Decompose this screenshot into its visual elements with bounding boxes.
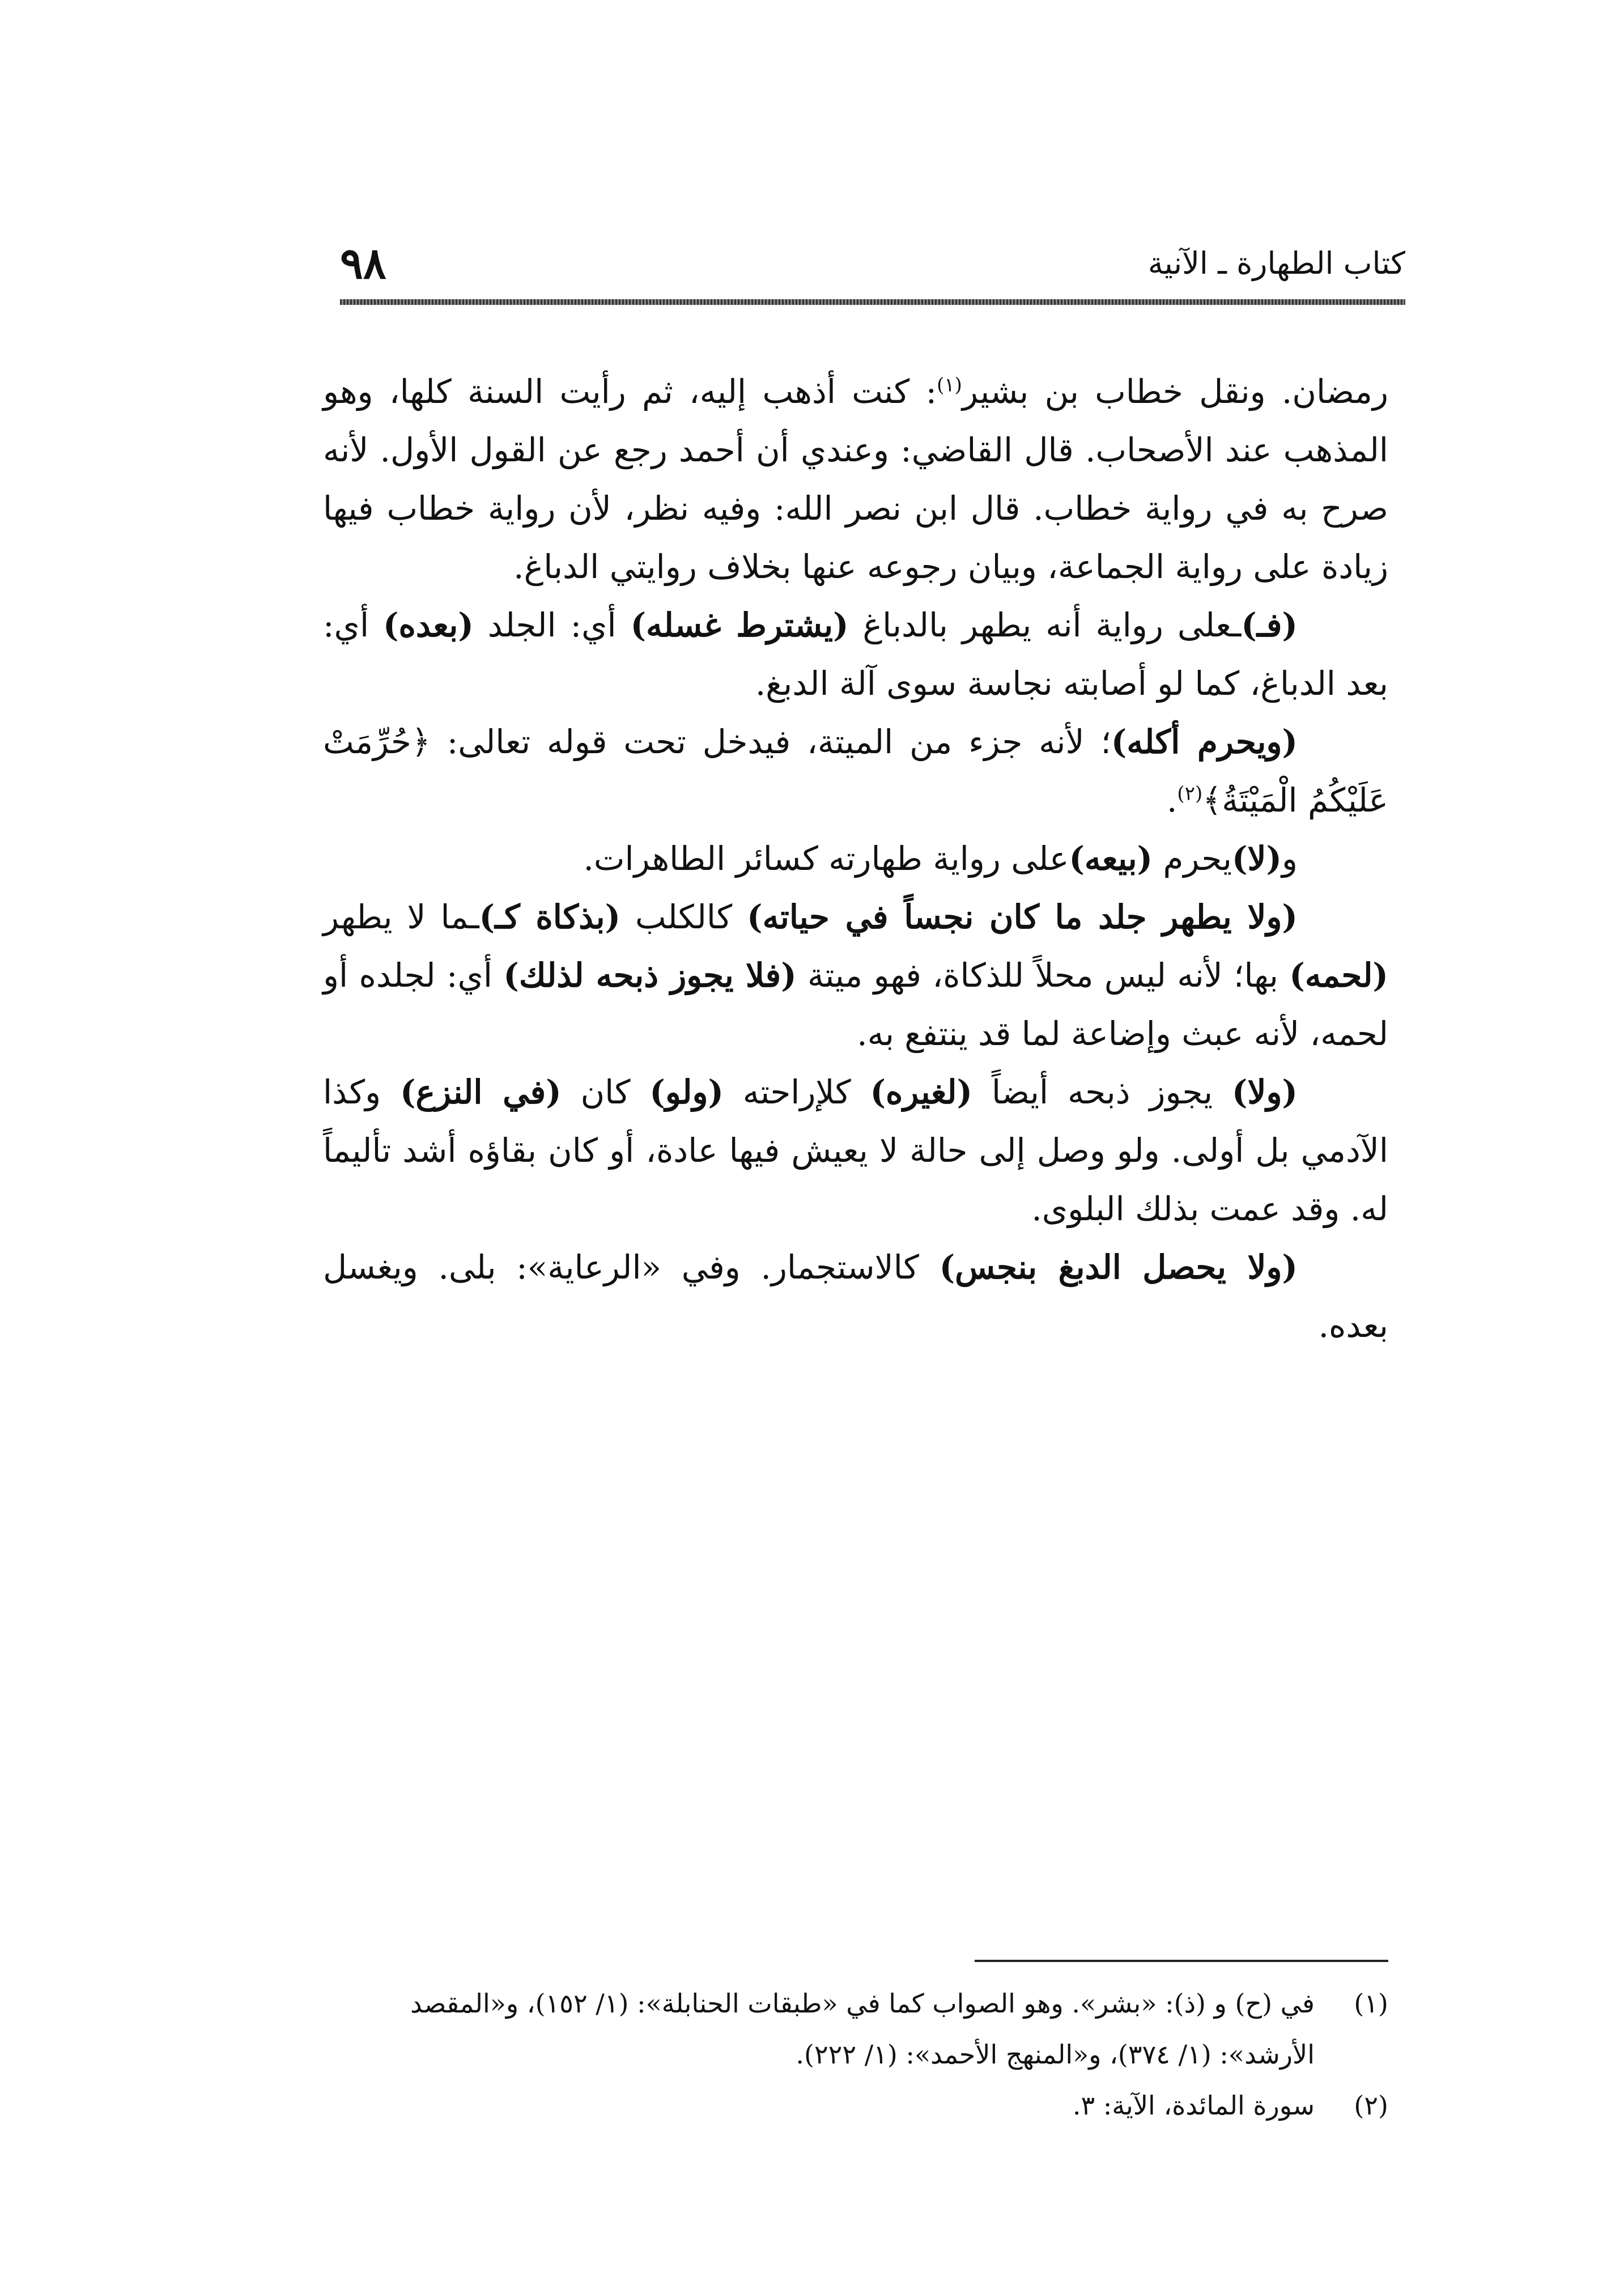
footnote-ref-1: (١) [937,373,962,397]
page-header [340,238,1405,300]
text-run: على رواية طهارته كسائر الطاهرات. [583,839,1069,878]
footnote-text: في (ح) و (ذ): «بشر». وهو الصواب كما في «طبقات الحنابلة»: (١/ ١٥٢)، و«المقصد الأرشد»: (١/ ٣٧٤)، و«المنهج الأحمد»: (١/ ٢٢٢). [410,1988,1315,2070]
quran-verse: ﴿حُرِّمَتْ عَلَيْكُمُ الْمَيْتَةُ﴾ [323,723,1388,819]
footnote-2 [323,2080,1388,2131]
text-run: ـعلى رواية أنه يطهر بالدباغ [848,606,1242,644]
paragraph-7 [323,1238,1388,1355]
matn-text: (لحمه) [1289,956,1388,995]
matn-text: (في النزع) [400,1073,562,1111]
text-run: رمضان. ونقل خطاب بن بشير [962,372,1388,411]
text-run: يجوز ذبحه أيضاً [972,1073,1232,1111]
text-run: كان [561,1073,650,1111]
paragraph-5 [323,888,1388,1063]
matn-text: (لغيره) [870,1073,973,1111]
page-number: ٩٨ [340,238,386,288]
paragraph-6 [323,1063,1388,1238]
header-rule [340,299,1405,305]
text-run: : كنت أذهب إليه، ثم رأيت السنة كلها، وهو المذهب عند الأصحاب. قال القاضي: وعندي أن أحمد رجع عن القول الأول. لأنه صرح به في رواية خطاب. قال ابن نصر الله: وفيه نظر، لأن رواية خطاب فيها زيادة على رواية الجماعة، وبيان رجوعه عنها بخلاف روايتي الدباغ. [323,372,1388,586]
matn-text: (ولا يحصل الدبغ بنجس) [939,1248,1298,1286]
paragraph-2 [323,596,1388,713]
main-text [323,363,1388,1355]
text-run: يحرم [1153,839,1232,878]
footnote-number: (٢) [1354,2090,1388,2121]
matn-text: (ويحرم أكله) [1111,723,1298,761]
footnote-1 [323,1978,1388,2080]
running-title: كتاب الطهارة ـ الآنية [1147,245,1405,281]
matn-text: (ولا يطهر جلد ما كان نجساً في حياته) [747,898,1298,936]
footnote-ref-2: (٢) [1177,782,1203,805]
text-run: . [1166,781,1177,819]
footnote-text: سورة المائدة، الآية: ٣. [1072,2090,1315,2121]
footnotes [323,1978,1388,2131]
text-run: ؛ لأنه جزء من الميتة، فيدخل تحت قوله تعالى: [430,723,1111,761]
footnote-rule [975,1960,1388,1962]
text-run: كالكلب [620,898,747,936]
text-run: أي: الجلد [473,606,631,644]
text-run: و [1281,839,1298,878]
paragraph-1 [323,363,1388,596]
text-run: كالاستجمار. وفي «الرعاية»: بلى. ويغسل بعده. [323,1248,1388,1345]
matn-text: (بيعه) [1069,839,1153,878]
matn-text: (ولو) [649,1073,724,1111]
text-run: كلإراحته [723,1073,870,1111]
matn-text: (بذكاة كـ) [479,898,621,936]
footnote-number: (١) [1354,1988,1388,2019]
text-run: ـما لا يطهر [323,898,479,936]
text-run: وكذا الآدمي بل أولى. ولو وصل إلى حالة لا يعيش فيها عادة، أو كان بقاؤه أشد تأليماً له. وقد عمت بذلك البلوى. [323,1073,1388,1228]
text-run: أي: بعد الدباغ، كما لو أصابته نجاسة سوى آلة الدبغ. [323,606,1388,703]
matn-text: (فلا يجوز ذبحه لذلك) [503,956,797,995]
matn-text: (لا) [1232,839,1282,878]
matn-text: (بعده) [383,606,474,644]
matn-text: (ولا) [1232,1073,1298,1111]
matn-text: (فـ) [1241,606,1298,644]
paragraph-3 [323,713,1388,830]
matn-text: (يشترط غسله) [630,606,849,644]
text-run: أي: لجلده أو لحمه، لأنه عبث وإضاعة لما قد ينتفع به. [323,956,1388,1053]
text-run: بها؛ لأنه ليس محلاً للذكاة، فهو ميتة [796,956,1290,995]
paragraph-4 [323,830,1388,888]
